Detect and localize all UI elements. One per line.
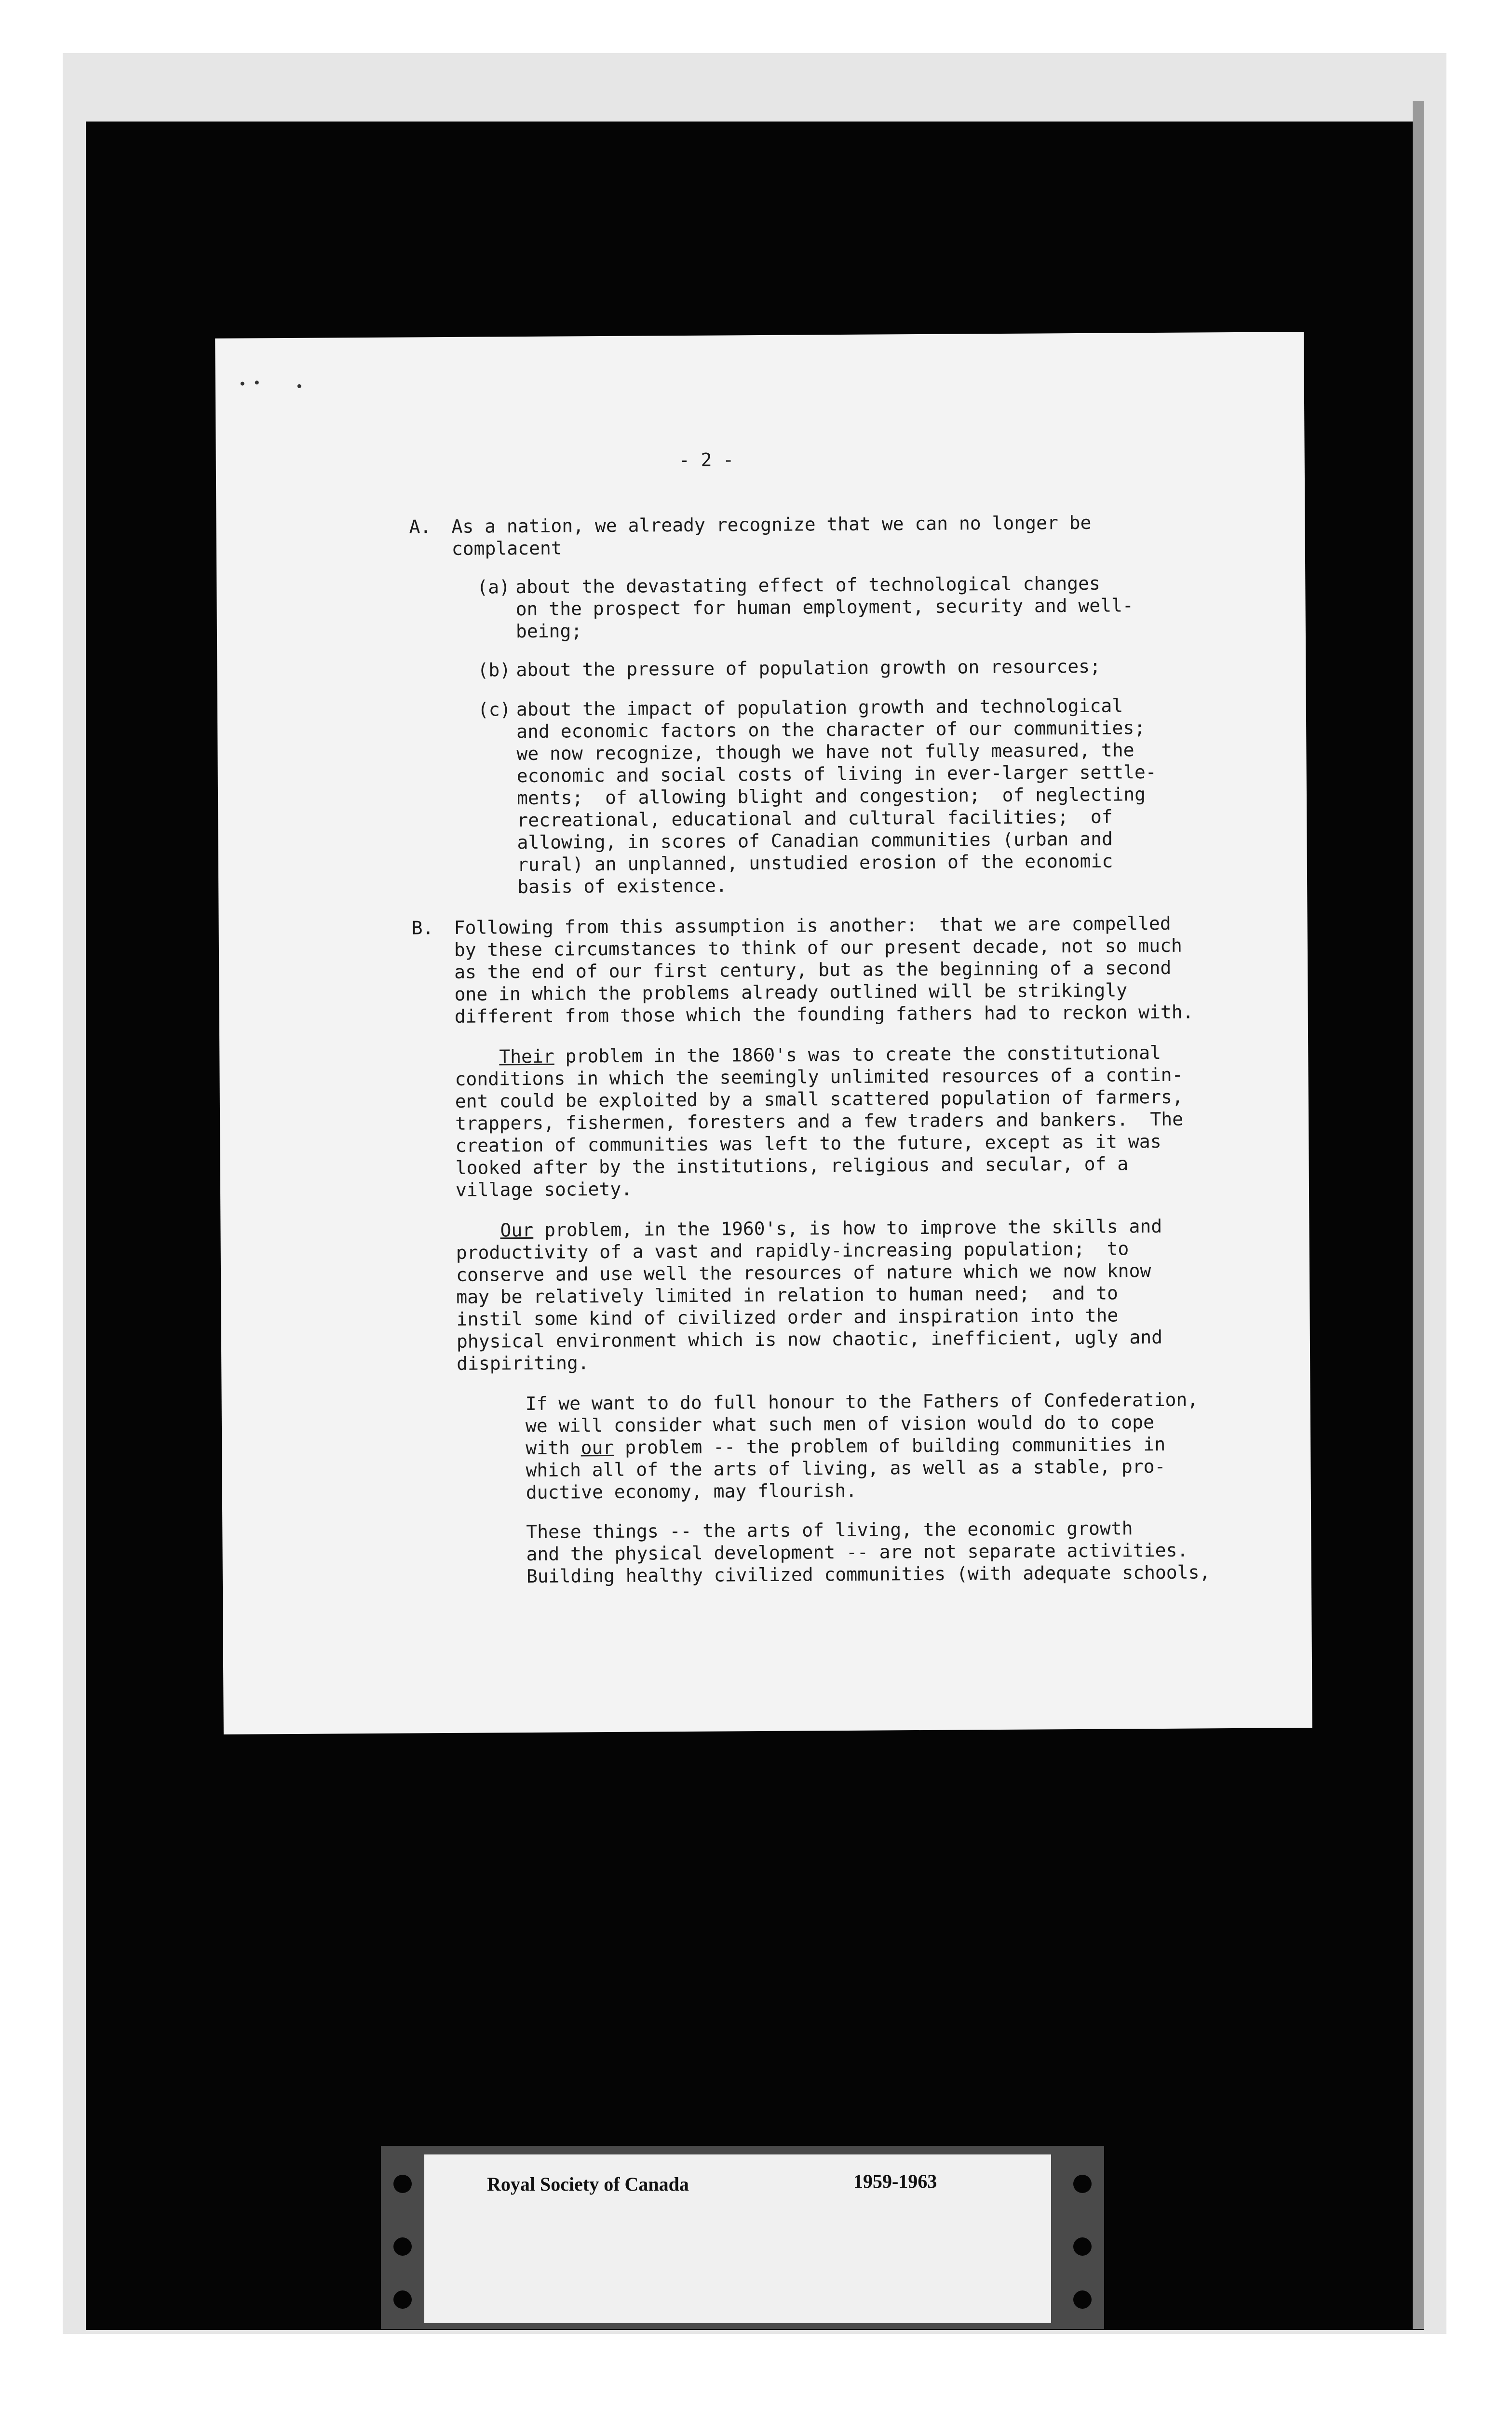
text-line: Building healthy civilized communities (with adequate schools,	[526, 1561, 1211, 1587]
text-line: If we want to do full honour to the Fathers of Confederation,	[525, 1389, 1199, 1415]
text-line: ductive economy, may flourish.	[526, 1479, 857, 1503]
text-line: physical environment which is now chaotic, inefficient, ugly and	[456, 1326, 1163, 1352]
text-line-rest: problem, in the 1960's, is how to improve the skills and	[533, 1215, 1162, 1241]
item-label: (a)	[477, 576, 511, 598]
text-line: conditions in which the seemingly unlimited resources of a contin-	[455, 1064, 1183, 1090]
film-sprocket-hole	[393, 2175, 412, 2193]
text-line: creation of communities was left to the future, except as it was	[455, 1130, 1161, 1156]
text-line: dispiriting.	[457, 1352, 589, 1374]
item-label: (c)	[477, 699, 511, 720]
speck	[241, 382, 244, 386]
underlined-word: our	[580, 1436, 614, 1459]
text-line: complacent	[451, 537, 562, 559]
text-line: about the impact of population growth and technological	[516, 695, 1123, 720]
film-sprocket-hole	[1073, 2175, 1092, 2193]
text-line: productivity of a vast and rapidly-increasing population; to	[456, 1238, 1129, 1263]
text-line: we will consider what such men of vision would do to cope	[525, 1411, 1155, 1437]
film-sprocket-hole	[393, 2237, 412, 2256]
text-line: ent could be exploited by a small scattered population of farmers,	[455, 1086, 1183, 1112]
text-line: instil some kind of civilized order and inspiration into the	[456, 1304, 1119, 1330]
text-line: about the devastating effect of technological changes	[515, 572, 1100, 598]
text-line: we now recognize, though we have not fully measured, the	[516, 739, 1134, 765]
text-line: by these circumstances to think of our present decade, not so much	[454, 935, 1182, 961]
speck	[297, 384, 301, 388]
archive-label	[424, 2154, 1051, 2323]
text-line: As a nation, we already recognize that we can no longer be	[451, 512, 1092, 537]
text-line: may be relatively limited in relation to human need; and to	[456, 1282, 1119, 1308]
text-line: ments; of allowing blight and congestion; of neglecting	[516, 784, 1146, 809]
text-line: conserve and use well the resources of nature which we now know	[456, 1260, 1151, 1286]
text-line: basis of existence.	[517, 875, 727, 898]
text-line	[526, 1433, 1165, 1459]
text-line: being;	[515, 620, 582, 642]
text-line: one in which the problems already outlined will be strikingly	[454, 979, 1128, 1005]
underlined-word: Their	[499, 1045, 554, 1068]
text-line: rural) an unplanned, unstudied erosion of the economic	[517, 850, 1113, 876]
text-line: as the end of our first century, but as the beginning of a second	[454, 957, 1172, 983]
document-page	[215, 332, 1312, 1734]
text-line: Following from this assumption is another: that we are compelled	[454, 912, 1171, 938]
section-label: B.	[411, 917, 434, 939]
text-line: different from those which the founding fathers had to reckon with.	[454, 1001, 1194, 1027]
film-sprocket-hole	[1073, 2290, 1092, 2309]
text-line: and the physical development -- are not separate activities.	[526, 1539, 1188, 1565]
text-line: about the pressure of population growth on resources;	[516, 655, 1101, 681]
section-label: A.	[409, 516, 432, 538]
text-line: economic and social costs of living in ever-larger settle-	[516, 761, 1157, 787]
film-edge	[1413, 101, 1424, 2329]
underlined-word: Our	[500, 1219, 534, 1241]
page-number: - 2 -	[678, 449, 734, 471]
film-sprocket-hole	[1073, 2237, 1092, 2256]
text-line: These things -- the arts of living, the economic growth	[526, 1517, 1133, 1543]
text-line-prefix: with	[526, 1437, 581, 1459]
text-line: on the prospect for human employment, security and well-	[515, 595, 1134, 620]
text-line: trappers, fishermen, foresters and a few traders and bankers. The	[455, 1108, 1184, 1134]
archive-organization: Royal Society of Canada	[487, 2173, 689, 2195]
text-line: village society.	[455, 1178, 633, 1201]
text-line: which all of the arts of living, as well as a stable, pro-	[526, 1455, 1166, 1481]
text-line: looked after by the institutions, religious and secular, of a	[455, 1153, 1129, 1178]
text-line: and economic factors on the character of our communities;	[516, 717, 1146, 743]
text-line-rest: problem in the 1860's was to create the constitutional	[554, 1042, 1161, 1067]
text-line: allowing, in scores of Canadian communities (urban and	[517, 828, 1113, 853]
item-label: (b)	[477, 659, 511, 681]
film-sprocket-hole	[393, 2290, 412, 2309]
page-text	[408, 332, 1236, 1733]
speck	[255, 380, 259, 384]
archive-years: 1959-1963	[853, 2170, 937, 2192]
text-line: recreational, educational and cultural facilities; of	[517, 806, 1113, 831]
text-line-rest: problem -- the problem of building communities in	[614, 1433, 1166, 1458]
